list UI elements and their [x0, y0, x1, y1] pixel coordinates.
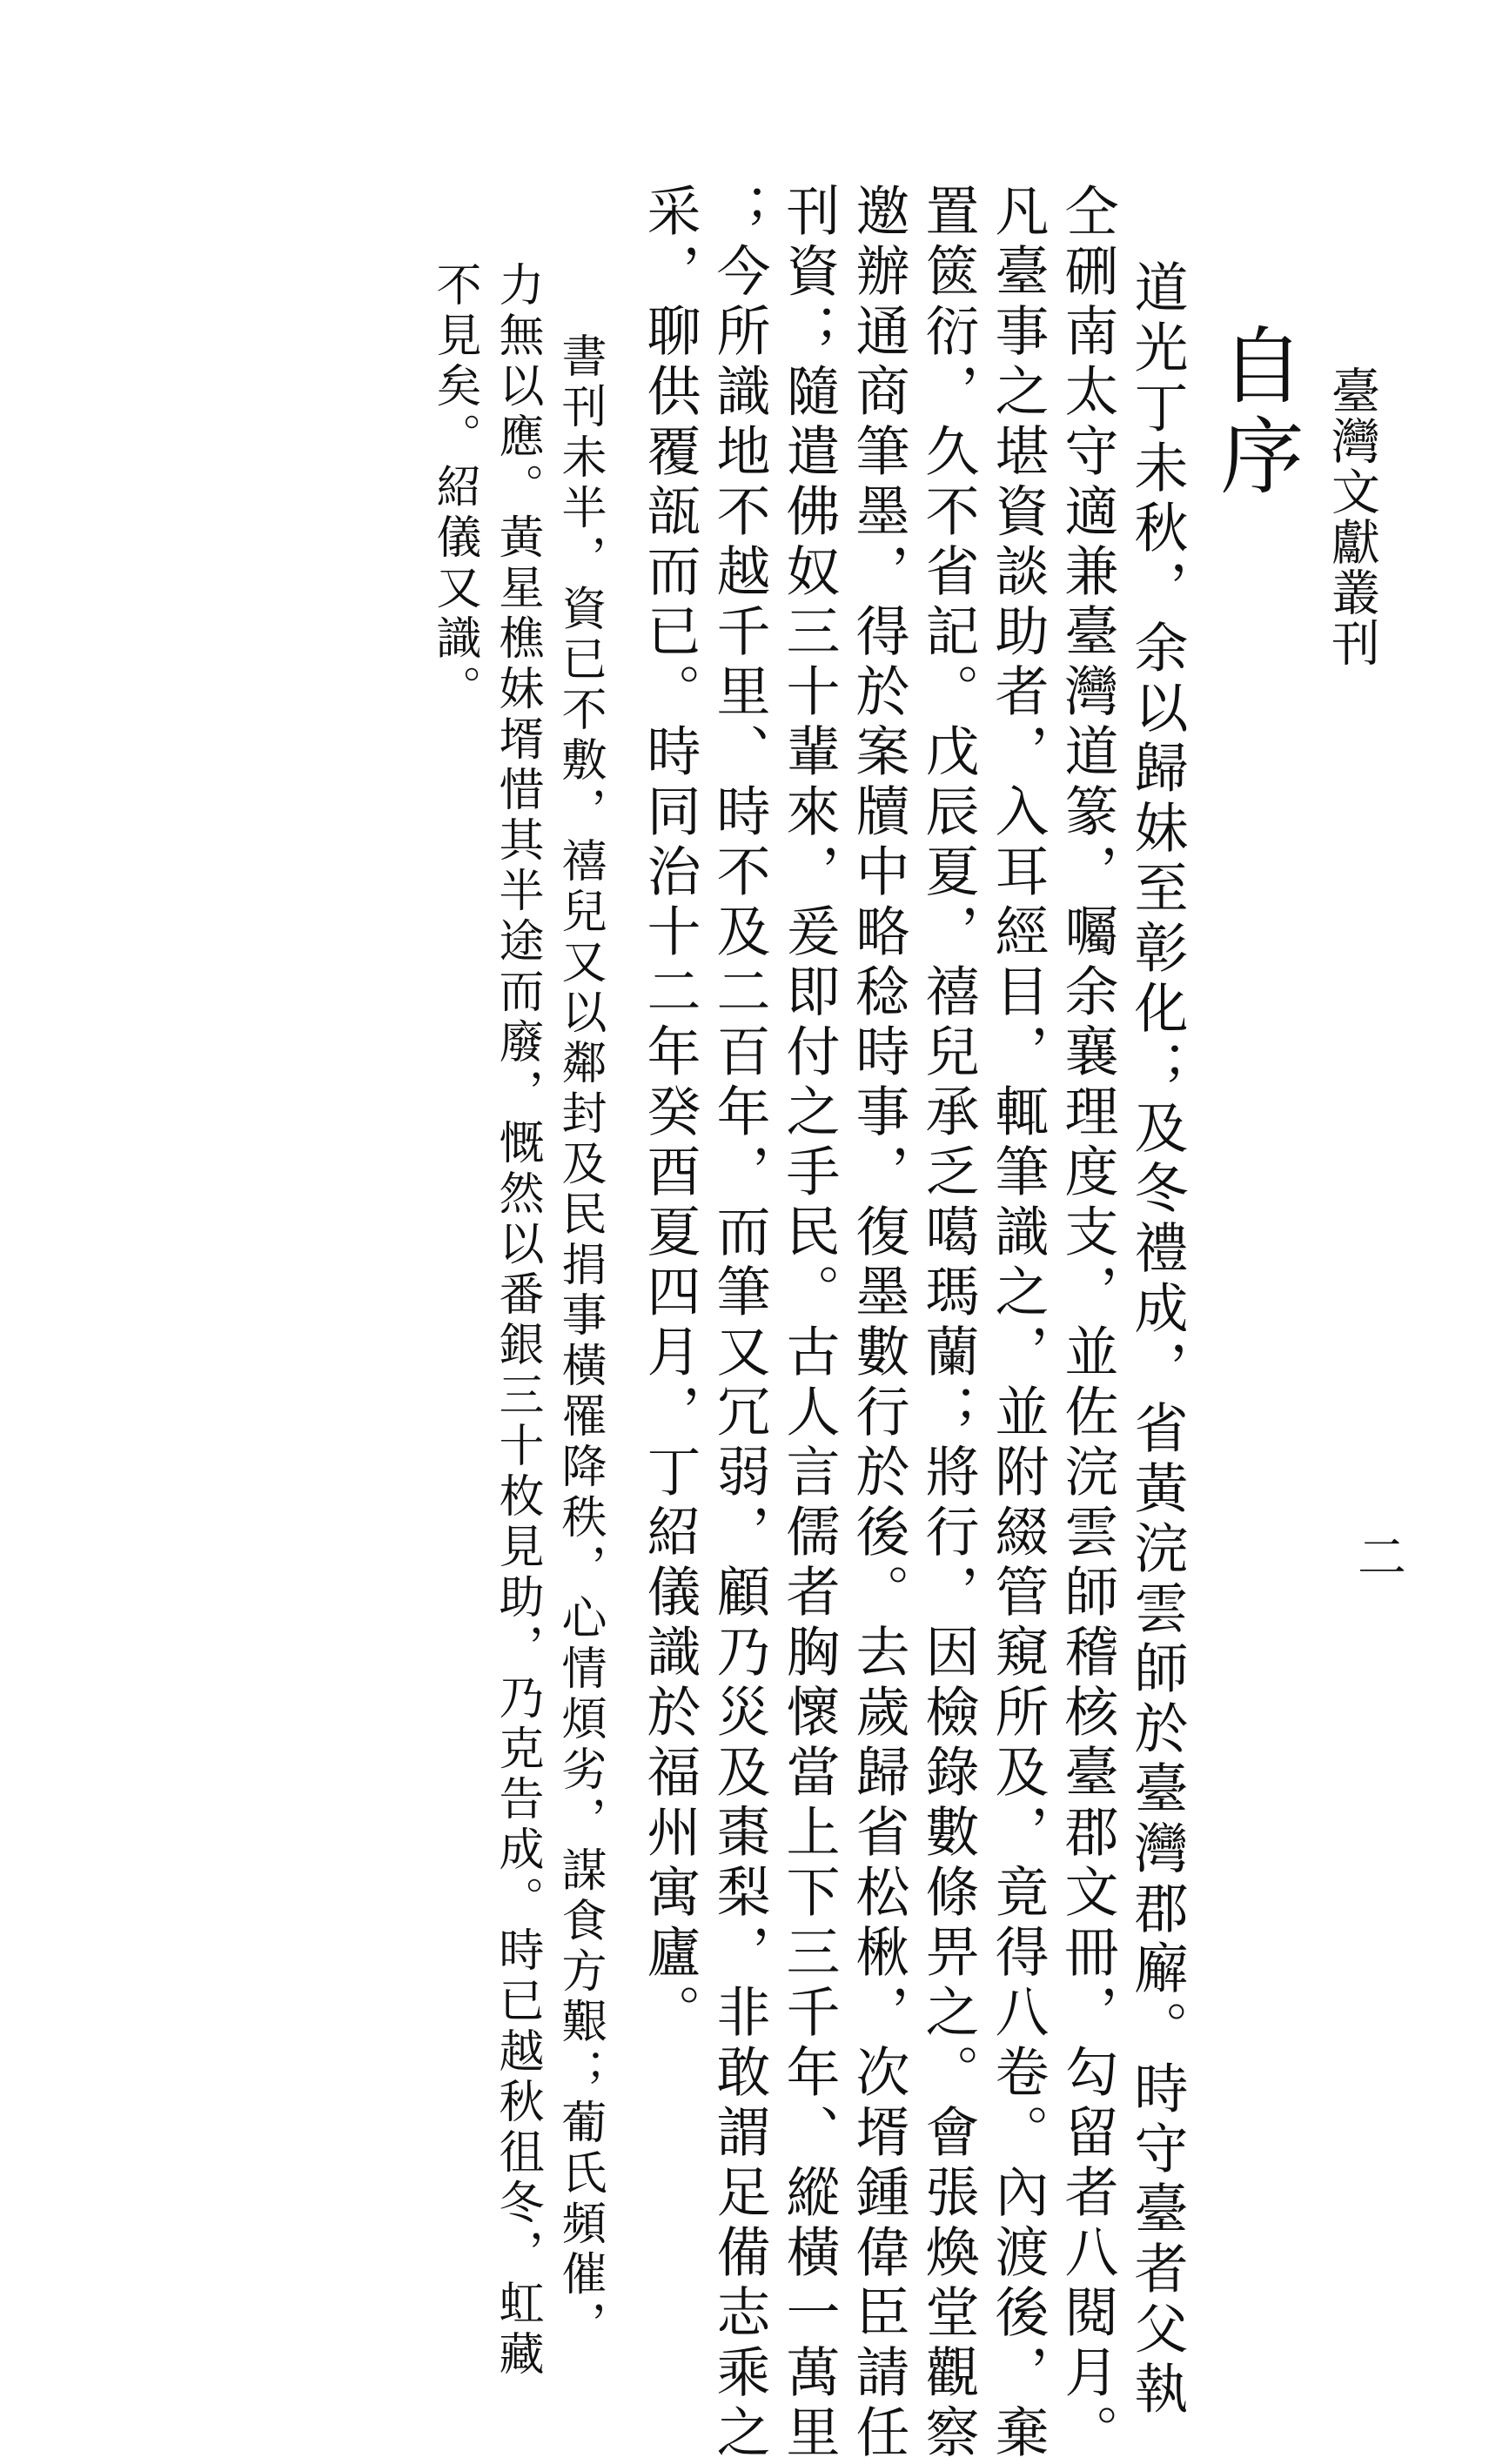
- page-number: 二: [1350, 1531, 1406, 1580]
- series-title: 臺灣文獻叢刊: [1324, 365, 1380, 668]
- text-column: 道光丁未秋，余以歸妹至彰化；及冬禮成，省黃浣雲師於臺灣郡廨。時守臺者父執: [1125, 259, 1189, 2420]
- text-column: ；今所識地不越千里、時不及二百年，而筆又冗弱，顧乃災及棗梨，非敢謂足備志乘之: [708, 183, 771, 2464]
- note-column: 不見矣。紹儀又識。: [428, 261, 480, 715]
- text-column: 仝硎南太守適兼臺灣道篆，囑余襄理度支，並佐浣雲師稽核臺郡文冊，勾留者八閱月。: [1056, 183, 1119, 2464]
- note-column: 力無以應。黃星樵妹壻惜其半途而廢，慨然以番銀三十枚見助，乃克告成。時已越秋徂冬，虹藏: [491, 261, 543, 2380]
- note-column: 書刊未半，資已不敷，禧兒又以鄰封及民捐事橫罹降秩，心情煩劣，謀食方艱；葡氏頻催，: [553, 332, 606, 2351]
- text-column: 刊資；隨遣佛奴三十輩來，爰即付之手民。古人言儒者胸懷當上下三千年、縱橫一萬里: [777, 183, 841, 2464]
- text-column: 采，聊供覆瓿而已。時同治十二年癸酉夏四月，丁紹儀識於福州寓廬。: [638, 183, 701, 2044]
- page-title: 自序: [1207, 322, 1304, 503]
- text-column: 置篋衍，久不省記。戊辰夏，禧兒承乏噶瑪蘭；將行，因檢錄數條畀之。會張煥堂觀察: [916, 183, 980, 2464]
- text-column: 凡臺事之堪資談助者，入耳經目，輒筆識之，並附綴管窺所及，竟得八卷。內渡後，棄: [986, 183, 1050, 2464]
- text-column: 邀辦通商筆墨，得於案牘中略稔時事，復墨數行於後。去歲歸省松楸，次壻鍾偉臣請任: [847, 183, 910, 2464]
